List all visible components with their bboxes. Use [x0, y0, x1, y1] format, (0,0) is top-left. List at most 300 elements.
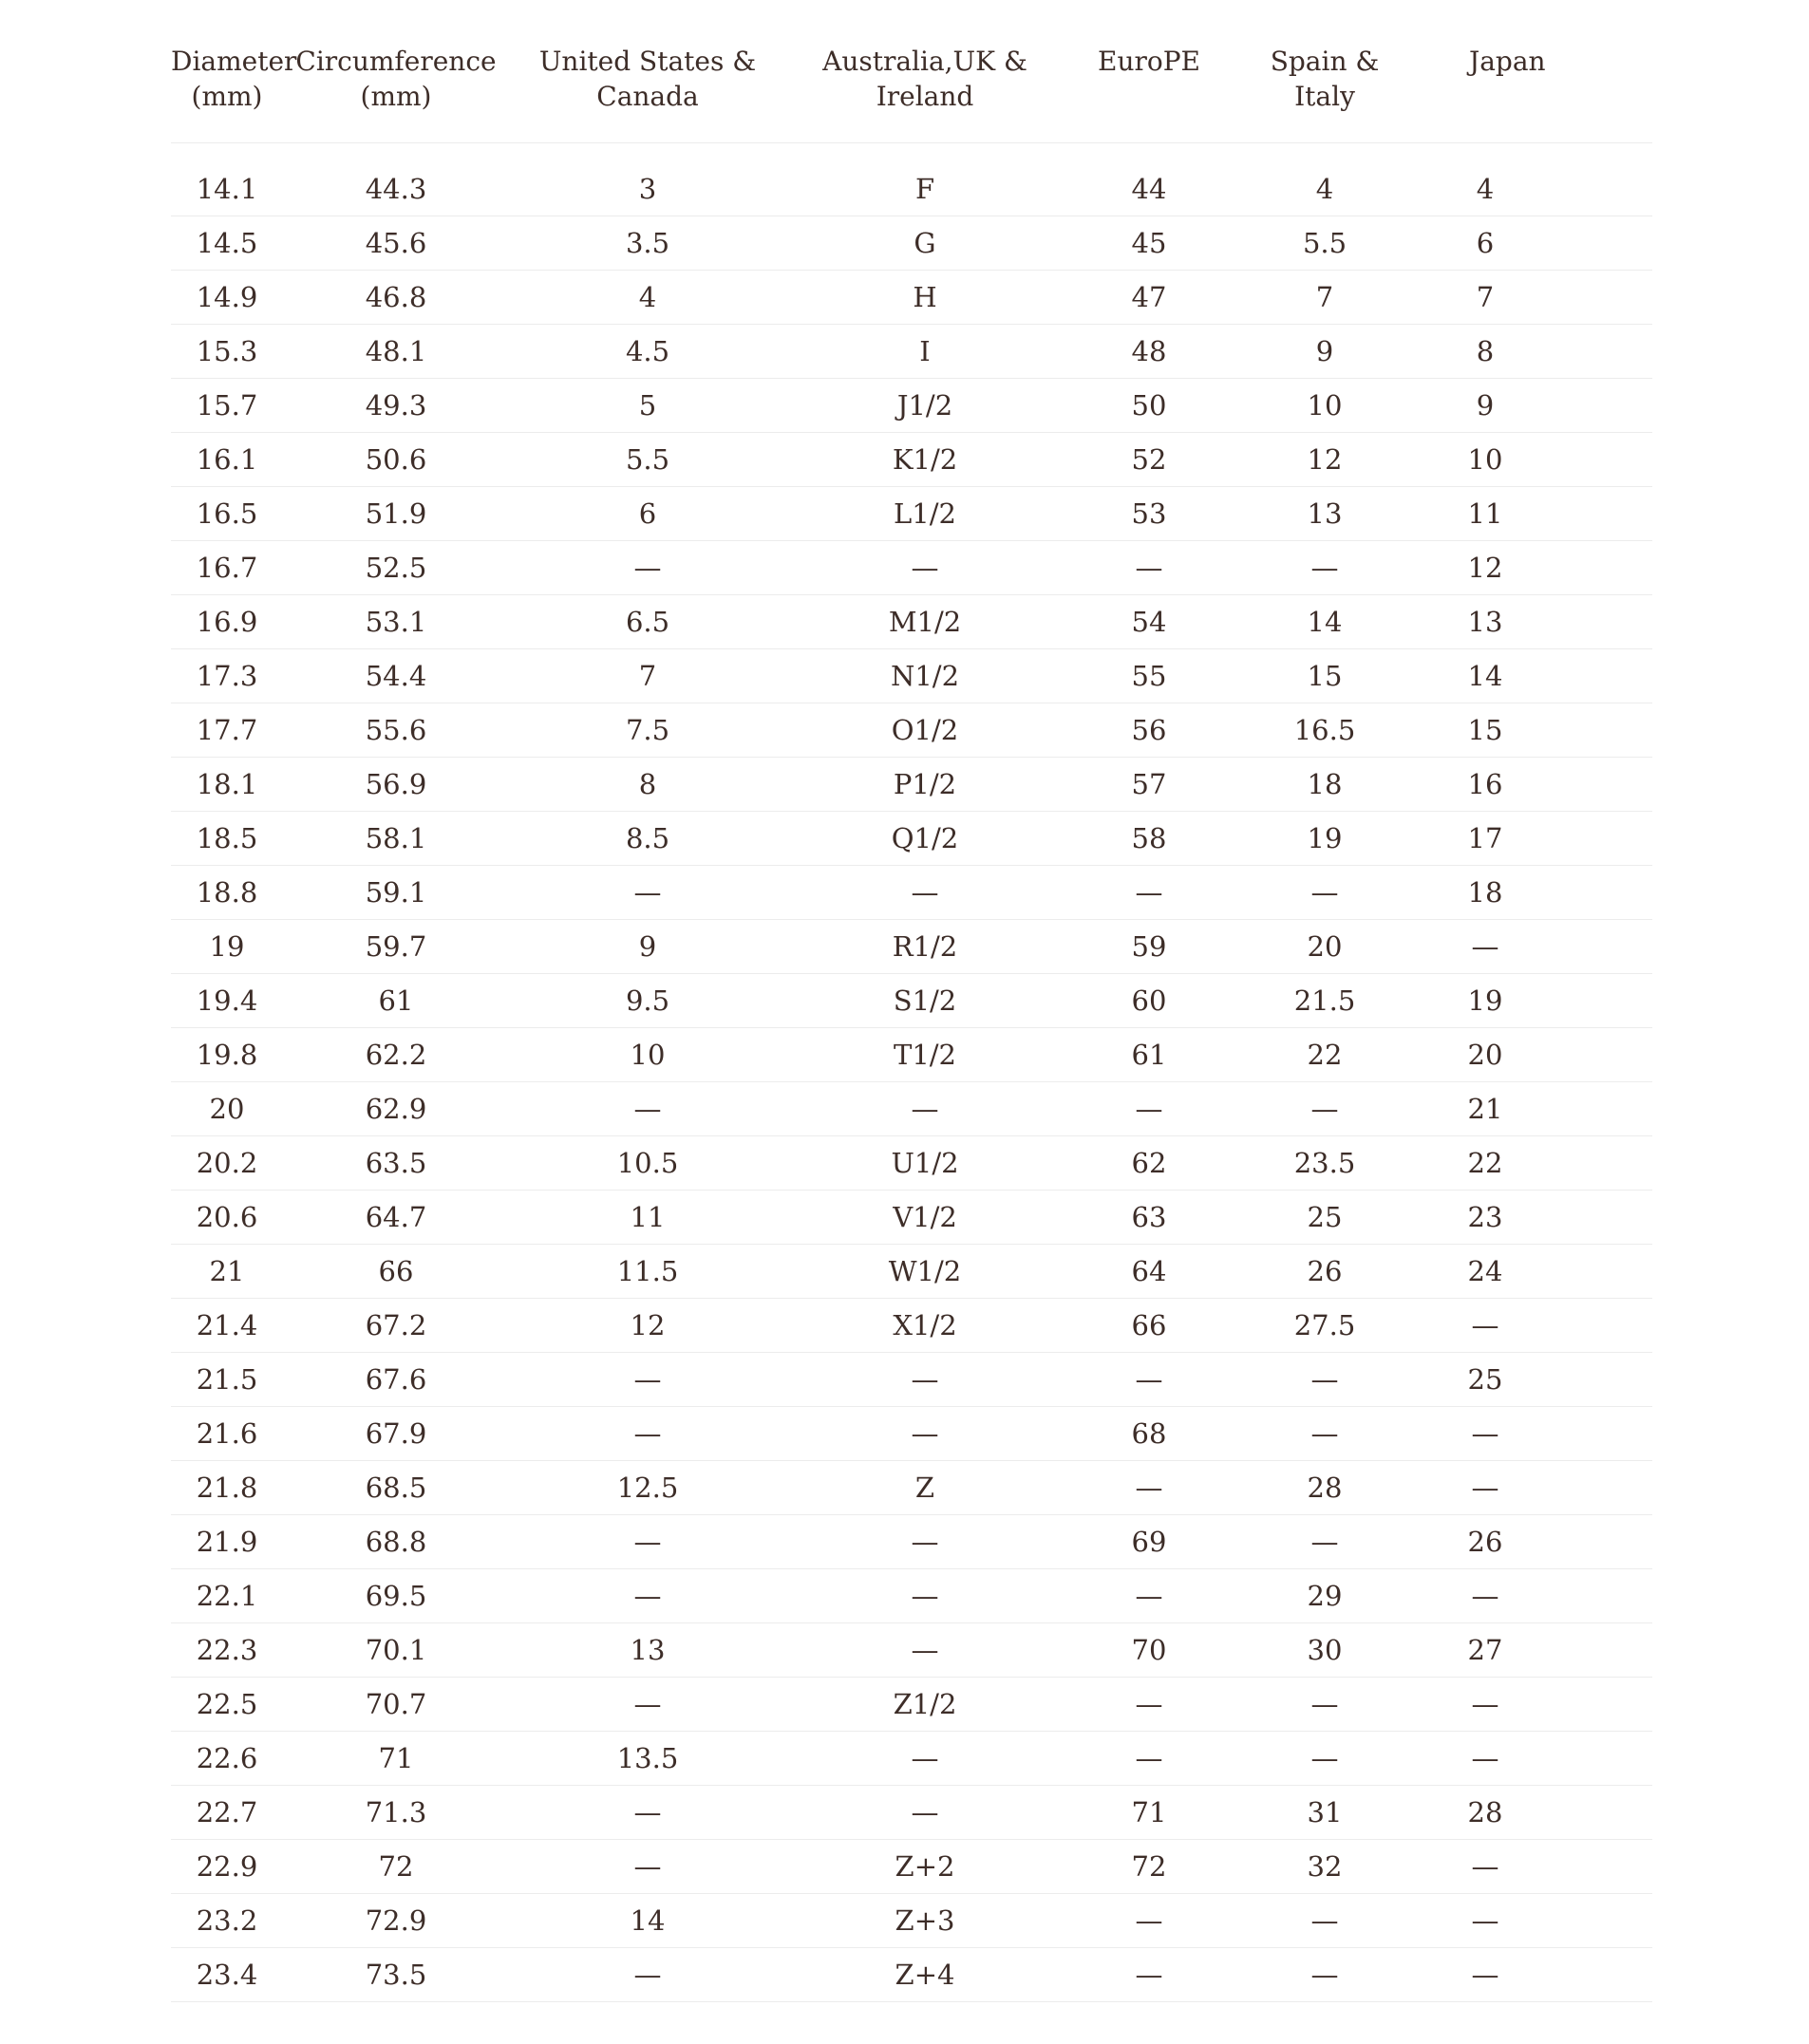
cell-us-canada: — — [509, 1407, 786, 1461]
table-row — [171, 541, 1652, 595]
cell-japan-value: — — [1471, 1472, 1499, 1504]
table-row — [171, 433, 1652, 487]
cell-japan-value: 10 — [1467, 443, 1503, 476]
cell-us-canada: 14 — [509, 1894, 786, 1948]
cell-japan — [1415, 1569, 1652, 1623]
cell-diameter: 21.6 — [171, 1407, 283, 1461]
table-row — [171, 1461, 1652, 1515]
cell-japan-value: 24 — [1467, 1255, 1503, 1287]
cell-circumference: 49.3 — [283, 379, 509, 433]
cell-japan-value: 4 — [1476, 173, 1495, 205]
cell-japan — [1415, 1028, 1652, 1082]
cell-australia-uk-ireland: Q1/2 — [786, 812, 1064, 866]
cell-circumference: 69.5 — [283, 1569, 509, 1623]
cell-australia-uk-ireland: T1/2 — [786, 1028, 1064, 1082]
cell-australia-uk-ireland: L1/2 — [786, 487, 1064, 541]
cell-japan-value: 18 — [1467, 876, 1503, 909]
cell-us-canada: 6 — [509, 487, 786, 541]
cell-japan — [1415, 866, 1652, 920]
cell-spain-italy: 26 — [1234, 1245, 1415, 1299]
table-row — [171, 920, 1652, 974]
cell-australia-uk-ireland: S1/2 — [786, 974, 1064, 1028]
cell-australia-uk-ireland: J1/2 — [786, 379, 1064, 433]
cell-japan-value: 8 — [1476, 335, 1495, 367]
cell-japan — [1415, 1894, 1652, 1948]
cell-circumference: 58.1 — [283, 812, 509, 866]
cell-europe: — — [1064, 1894, 1234, 1948]
cell-diameter: 21 — [171, 1245, 283, 1299]
table-row — [171, 1136, 1652, 1191]
cell-us-canada: 5 — [509, 379, 786, 433]
cell-australia-uk-ireland: — — [786, 1732, 1064, 1786]
cell-spain-italy: — — [1234, 1948, 1415, 2002]
cell-us-canada: — — [509, 1515, 786, 1569]
cell-spain-italy: — — [1234, 541, 1415, 595]
cell-japan — [1415, 216, 1652, 271]
header-diameter: Diameter (mm) — [171, 36, 283, 143]
table-row — [171, 1569, 1652, 1623]
table-row — [171, 1191, 1652, 1245]
cell-europe: 61 — [1064, 1028, 1234, 1082]
cell-us-canada: 10 — [509, 1028, 786, 1082]
table-row — [171, 866, 1652, 920]
cell-circumference: 53.1 — [283, 595, 509, 649]
cell-spain-italy: — — [1234, 1678, 1415, 1732]
cell-circumference: 62.2 — [283, 1028, 509, 1082]
cell-us-canada: 6.5 — [509, 595, 786, 649]
cell-us-canada: 10.5 — [509, 1136, 786, 1191]
table-row — [171, 1028, 1652, 1082]
cell-europe: 56 — [1064, 703, 1234, 758]
cell-japan-value: — — [1471, 930, 1499, 963]
cell-europe: 57 — [1064, 758, 1234, 812]
cell-us-canada: 11.5 — [509, 1245, 786, 1299]
cell-us-canada: — — [509, 1786, 786, 1840]
cell-circumference: 54.4 — [283, 649, 509, 703]
cell-europe: 60 — [1064, 974, 1234, 1028]
ring-size-table — [171, 36, 1652, 2002]
cell-japan-value: 25 — [1467, 1363, 1503, 1396]
cell-circumference: 59.1 — [283, 866, 509, 920]
cell-japan — [1415, 1623, 1652, 1678]
cell-europe: — — [1064, 866, 1234, 920]
table-row — [171, 758, 1652, 812]
cell-spain-italy: 22 — [1234, 1028, 1415, 1082]
cell-spain-italy: 9 — [1234, 325, 1415, 379]
cell-us-canada: 7 — [509, 649, 786, 703]
cell-japan-value: — — [1471, 1742, 1499, 1774]
cell-diameter: 16.9 — [171, 595, 283, 649]
table-row — [171, 649, 1652, 703]
cell-japan — [1415, 1407, 1652, 1461]
cell-spain-italy: 27.5 — [1234, 1299, 1415, 1353]
cell-us-canada: 8 — [509, 758, 786, 812]
cell-spain-italy: 13 — [1234, 487, 1415, 541]
cell-spain-italy: 21.5 — [1234, 974, 1415, 1028]
cell-us-canada: 5.5 — [509, 433, 786, 487]
cell-japan — [1415, 649, 1652, 703]
table-row — [171, 325, 1652, 379]
cell-japan — [1415, 758, 1652, 812]
cell-europe: 63 — [1064, 1191, 1234, 1245]
cell-japan — [1415, 1191, 1652, 1245]
cell-us-canada: 13 — [509, 1623, 786, 1678]
cell-australia-uk-ireland: H — [786, 271, 1064, 325]
header-us-canada: United States & Canada — [509, 36, 786, 143]
cell-circumference: 67.9 — [283, 1407, 509, 1461]
cell-europe: — — [1064, 1732, 1234, 1786]
cell-us-canada: 4 — [509, 271, 786, 325]
cell-japan-value: — — [1471, 1688, 1499, 1720]
cell-australia-uk-ireland: X1/2 — [786, 1299, 1064, 1353]
cell-circumference: 67.2 — [283, 1299, 509, 1353]
table-row — [171, 1353, 1652, 1407]
cell-japan — [1415, 1082, 1652, 1136]
cell-us-canada: 12.5 — [509, 1461, 786, 1515]
cell-europe: 53 — [1064, 487, 1234, 541]
cell-diameter: 22.1 — [171, 1569, 283, 1623]
cell-europe: 68 — [1064, 1407, 1234, 1461]
cell-australia-uk-ireland: Z+3 — [786, 1894, 1064, 1948]
cell-japan — [1415, 1678, 1652, 1732]
table-row — [171, 1515, 1652, 1569]
cell-japan-value: 16 — [1467, 768, 1503, 800]
cell-circumference: 59.7 — [283, 920, 509, 974]
cell-diameter: 15.7 — [171, 379, 283, 433]
ring-size-chart — [171, 36, 1652, 2002]
cell-circumference: 45.6 — [283, 216, 509, 271]
cell-circumference: 63.5 — [283, 1136, 509, 1191]
cell-spain-italy: 31 — [1234, 1786, 1415, 1840]
cell-japan — [1415, 1786, 1652, 1840]
cell-us-canada: — — [509, 1569, 786, 1623]
cell-circumference: 70.7 — [283, 1678, 509, 1732]
cell-australia-uk-ireland: Z1/2 — [786, 1678, 1064, 1732]
cell-diameter: 14.9 — [171, 271, 283, 325]
cell-europe: 66 — [1064, 1299, 1234, 1353]
cell-spain-italy: 25 — [1234, 1191, 1415, 1245]
cell-us-canada: 4.5 — [509, 325, 786, 379]
cell-australia-uk-ireland: N1/2 — [786, 649, 1064, 703]
cell-japan-value: 7 — [1476, 281, 1495, 313]
cell-japan-value: 26 — [1467, 1526, 1503, 1558]
cell-circumference: 71.3 — [283, 1786, 509, 1840]
cell-europe: 70 — [1064, 1623, 1234, 1678]
cell-japan — [1415, 325, 1652, 379]
table-row — [171, 703, 1652, 758]
table-row — [171, 974, 1652, 1028]
cell-spain-italy: 18 — [1234, 758, 1415, 812]
cell-diameter: 21.5 — [171, 1353, 283, 1407]
cell-japan-value: 23 — [1467, 1201, 1503, 1233]
cell-japan-value: 6 — [1476, 227, 1495, 259]
cell-japan-value: — — [1471, 1580, 1499, 1612]
header-japan: Japan — [1415, 36, 1652, 143]
cell-japan-value: — — [1471, 1850, 1499, 1883]
cell-diameter: 18.8 — [171, 866, 283, 920]
cell-us-canada: — — [509, 1948, 786, 2002]
cell-japan-value: 20 — [1467, 1039, 1503, 1071]
cell-us-canada: — — [509, 1840, 786, 1894]
cell-europe: 71 — [1064, 1786, 1234, 1840]
cell-australia-uk-ireland: V1/2 — [786, 1191, 1064, 1245]
cell-diameter: 14.1 — [171, 162, 283, 216]
cell-diameter: 18.1 — [171, 758, 283, 812]
cell-australia-uk-ireland: K1/2 — [786, 433, 1064, 487]
cell-circumference: 51.9 — [283, 487, 509, 541]
cell-spain-italy: 16.5 — [1234, 703, 1415, 758]
cell-japan-value: 27 — [1467, 1634, 1503, 1666]
cell-australia-uk-ireland: I — [786, 325, 1064, 379]
cell-spain-italy: — — [1234, 866, 1415, 920]
cell-europe: 48 — [1064, 325, 1234, 379]
cell-us-canada: — — [509, 1678, 786, 1732]
cell-europe: 62 — [1064, 1136, 1234, 1191]
cell-australia-uk-ireland: O1/2 — [786, 703, 1064, 758]
cell-circumference: 56.9 — [283, 758, 509, 812]
cell-japan-value: 21 — [1467, 1093, 1503, 1125]
cell-spain-italy: 10 — [1234, 379, 1415, 433]
cell-japan-value: 19 — [1467, 984, 1503, 1017]
cell-japan-value: 28 — [1467, 1796, 1503, 1828]
cell-japan — [1415, 1353, 1652, 1407]
cell-diameter: 23.4 — [171, 1948, 283, 2002]
cell-europe: — — [1064, 1461, 1234, 1515]
cell-japan — [1415, 1732, 1652, 1786]
cell-circumference: 73.5 — [283, 1948, 509, 2002]
cell-japan — [1415, 541, 1652, 595]
cell-japan-value: 9 — [1476, 389, 1495, 422]
cell-japan-value: 11 — [1467, 497, 1503, 530]
cell-australia-uk-ireland: — — [786, 1569, 1064, 1623]
cell-japan-value: — — [1471, 1904, 1499, 1937]
table-row — [171, 1299, 1652, 1353]
table-row — [171, 1082, 1652, 1136]
cell-europe: — — [1064, 1948, 1234, 2002]
cell-diameter: 22.5 — [171, 1678, 283, 1732]
cell-spain-italy: 28 — [1234, 1461, 1415, 1515]
cell-australia-uk-ireland: R1/2 — [786, 920, 1064, 974]
cell-japan-value: — — [1471, 1959, 1499, 1991]
cell-japan — [1415, 1948, 1652, 2002]
table-row — [171, 1732, 1652, 1786]
cell-circumference: 48.1 — [283, 325, 509, 379]
cell-spain-italy: 14 — [1234, 595, 1415, 649]
cell-us-canada: — — [509, 866, 786, 920]
cell-australia-uk-ireland: — — [786, 1353, 1064, 1407]
cell-circumference: 46.8 — [283, 271, 509, 325]
cell-europe: 69 — [1064, 1515, 1234, 1569]
cell-circumference: 55.6 — [283, 703, 509, 758]
cell-spain-italy: — — [1234, 1407, 1415, 1461]
cell-spain-italy: 20 — [1234, 920, 1415, 974]
table-row — [171, 1948, 1652, 2002]
table-row — [171, 162, 1652, 216]
cell-europe: 44 — [1064, 162, 1234, 216]
cell-diameter: 16.5 — [171, 487, 283, 541]
cell-spain-italy: 12 — [1234, 433, 1415, 487]
cell-us-canada: 9 — [509, 920, 786, 974]
cell-circumference: 71 — [283, 1732, 509, 1786]
cell-diameter: 16.1 — [171, 433, 283, 487]
cell-spain-italy: 7 — [1234, 271, 1415, 325]
cell-japan — [1415, 1515, 1652, 1569]
cell-spain-italy: 5.5 — [1234, 216, 1415, 271]
cell-diameter: 19.4 — [171, 974, 283, 1028]
cell-japan — [1415, 703, 1652, 758]
cell-australia-uk-ireland: — — [786, 1623, 1064, 1678]
table-row — [171, 1245, 1652, 1299]
cell-japan — [1415, 920, 1652, 974]
cell-circumference: 72 — [283, 1840, 509, 1894]
cell-circumference: 50.6 — [283, 433, 509, 487]
cell-diameter: 22.7 — [171, 1786, 283, 1840]
cell-us-canada: 8.5 — [509, 812, 786, 866]
cell-circumference: 62.9 — [283, 1082, 509, 1136]
cell-japan — [1415, 1136, 1652, 1191]
cell-diameter: 23.2 — [171, 1894, 283, 1948]
table-row — [171, 1407, 1652, 1461]
cell-australia-uk-ireland: Z+2 — [786, 1840, 1064, 1894]
table-row — [171, 1678, 1652, 1732]
cell-japan — [1415, 271, 1652, 325]
cell-diameter: 20.6 — [171, 1191, 283, 1245]
cell-diameter: 21.9 — [171, 1515, 283, 1569]
cell-us-canada: 13.5 — [509, 1732, 786, 1786]
cell-circumference: 68.5 — [283, 1461, 509, 1515]
cell-europe: 47 — [1064, 271, 1234, 325]
table-row — [171, 216, 1652, 271]
cell-japan-value: 14 — [1467, 660, 1503, 692]
cell-australia-uk-ireland: Z+4 — [786, 1948, 1064, 2002]
cell-diameter: 17.7 — [171, 703, 283, 758]
cell-spain-italy: — — [1234, 1894, 1415, 1948]
cell-diameter: 21.4 — [171, 1299, 283, 1353]
cell-australia-uk-ireland: P1/2 — [786, 758, 1064, 812]
cell-circumference: 44.3 — [283, 162, 509, 216]
header-row — [171, 36, 1652, 143]
cell-circumference: 66 — [283, 1245, 509, 1299]
cell-japan — [1415, 812, 1652, 866]
cell-europe: 52 — [1064, 433, 1234, 487]
cell-europe: 58 — [1064, 812, 1234, 866]
cell-spain-italy: 32 — [1234, 1840, 1415, 1894]
cell-europe: — — [1064, 1082, 1234, 1136]
cell-diameter: 18.5 — [171, 812, 283, 866]
table-row — [171, 1623, 1652, 1678]
table-row — [171, 595, 1652, 649]
cell-japan — [1415, 1840, 1652, 1894]
cell-spain-italy: 29 — [1234, 1569, 1415, 1623]
cell-us-canada: 3 — [509, 162, 786, 216]
cell-europe: — — [1064, 1569, 1234, 1623]
cell-australia-uk-ireland: — — [786, 1786, 1064, 1840]
cell-europe: — — [1064, 1353, 1234, 1407]
cell-japan — [1415, 1245, 1652, 1299]
cell-japan-value: — — [1471, 1417, 1499, 1450]
cell-spain-italy: 15 — [1234, 649, 1415, 703]
cell-europe: 54 — [1064, 595, 1234, 649]
cell-europe: — — [1064, 541, 1234, 595]
cell-diameter: 19 — [171, 920, 283, 974]
table-row — [171, 812, 1652, 866]
cell-diameter: 17.3 — [171, 649, 283, 703]
cell-spain-italy: — — [1234, 1515, 1415, 1569]
cell-us-canada: — — [509, 1353, 786, 1407]
table-row — [171, 271, 1652, 325]
cell-japan-value: 13 — [1467, 606, 1503, 638]
cell-europe: 45 — [1064, 216, 1234, 271]
cell-us-canada: 7.5 — [509, 703, 786, 758]
header-europe: EuroPE — [1064, 36, 1234, 143]
cell-spain-italy: — — [1234, 1732, 1415, 1786]
header-australia-uk-ireland: Australia,UK & Ireland — [786, 36, 1064, 143]
cell-japan — [1415, 1299, 1652, 1353]
cell-japan-value: 15 — [1467, 714, 1503, 746]
cell-australia-uk-ireland: — — [786, 1515, 1064, 1569]
cell-diameter: 15.3 — [171, 325, 283, 379]
cell-australia-uk-ireland: G — [786, 216, 1064, 271]
cell-us-canada: 3.5 — [509, 216, 786, 271]
cell-us-canada: 9.5 — [509, 974, 786, 1028]
cell-us-canada: — — [509, 1082, 786, 1136]
header-spacer — [171, 143, 1652, 163]
cell-europe: 72 — [1064, 1840, 1234, 1894]
table-row — [171, 1786, 1652, 1840]
cell-japan — [1415, 1461, 1652, 1515]
cell-spain-italy: 30 — [1234, 1623, 1415, 1678]
cell-australia-uk-ireland: M1/2 — [786, 595, 1064, 649]
cell-japan — [1415, 487, 1652, 541]
cell-spain-italy: — — [1234, 1082, 1415, 1136]
table-row — [171, 1840, 1652, 1894]
cell-europe: 64 — [1064, 1245, 1234, 1299]
cell-diameter: 16.7 — [171, 541, 283, 595]
table-row — [171, 379, 1652, 433]
table-header — [171, 36, 1652, 143]
cell-australia-uk-ireland: Z — [786, 1461, 1064, 1515]
cell-japan-value: — — [1471, 1309, 1499, 1341]
cell-us-canada: 12 — [509, 1299, 786, 1353]
cell-australia-uk-ireland: — — [786, 541, 1064, 595]
cell-australia-uk-ireland: U1/2 — [786, 1136, 1064, 1191]
cell-australia-uk-ireland: F — [786, 162, 1064, 216]
cell-japan-value: 22 — [1467, 1147, 1503, 1179]
cell-europe: — — [1064, 1678, 1234, 1732]
cell-spain-italy: 4 — [1234, 162, 1415, 216]
cell-diameter: 22.9 — [171, 1840, 283, 1894]
cell-japan — [1415, 595, 1652, 649]
cell-europe: 50 — [1064, 379, 1234, 433]
cell-japan — [1415, 974, 1652, 1028]
table-body — [171, 143, 1652, 2002]
cell-spain-italy: — — [1234, 1353, 1415, 1407]
cell-australia-uk-ireland: W1/2 — [786, 1245, 1064, 1299]
cell-us-canada: — — [509, 541, 786, 595]
cell-circumference: 67.6 — [283, 1353, 509, 1407]
cell-japan-value: 12 — [1467, 552, 1503, 584]
cell-europe: 55 — [1064, 649, 1234, 703]
cell-diameter: 21.8 — [171, 1461, 283, 1515]
cell-japan — [1415, 433, 1652, 487]
cell-japan — [1415, 379, 1652, 433]
cell-us-canada: 11 — [509, 1191, 786, 1245]
cell-circumference: 64.7 — [283, 1191, 509, 1245]
cell-australia-uk-ireland: — — [786, 1082, 1064, 1136]
cell-australia-uk-ireland: — — [786, 1407, 1064, 1461]
cell-circumference: 70.1 — [283, 1623, 509, 1678]
cell-japan — [1415, 162, 1652, 216]
